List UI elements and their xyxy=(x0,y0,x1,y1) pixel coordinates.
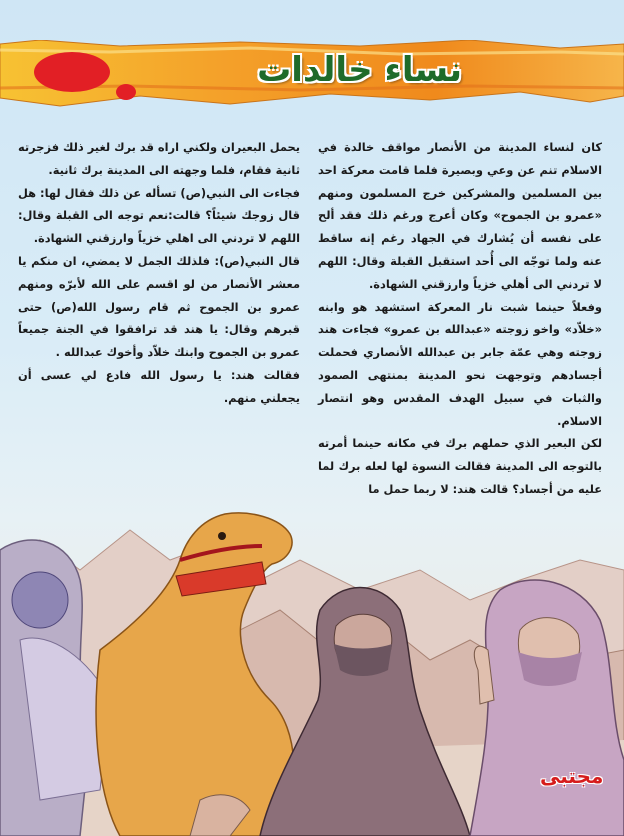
paragraph: وفعلاً حينما شبت نار المعركة استشهد هو وابنه «خلاّد» واخو زوجته «عبدالله بن عمرو» فجاءت هند زوجته وهي عمّة جابر بن عبدالله الأنصاري فحملت أجسادهم وتوجهت نحو المدينة بمنتهى الصمود والثبات في سبيل الهدف المقدس وهو انتصار الاسلام. xyxy=(318,299,602,428)
paragraph: كان لنساء المدينة من الأنصار مواقف خالدة في الاسلام تنم عن وعي وبصيرة فلما قامت معركة احد بين المسلمين والمشركين خرج المسلمون ومنهم «عمرو بن الجموح» وكان أعرج ورغم ذلك فقد ألح على نفسه أن يُشارك في الجهاد رغم إنه ساقط عنه ولما توجّه الى أُحد استقبل القبلة وقال: اللهم لا تردني الى أهلي خزياً وارزقني الشهادة. xyxy=(318,140,602,291)
title-banner xyxy=(0,40,624,114)
paragraph: فقالت هند: يا رسول الله فادع لي عسى أن يجعلني منهم. xyxy=(18,367,300,405)
page-title: نساء خالدات xyxy=(257,50,462,90)
right-text-column xyxy=(318,136,602,501)
left-figure-head xyxy=(12,572,68,628)
left-text-column xyxy=(18,136,300,410)
paragraph: لكن البعير الذي حملهم برك في مكانه حينما أمرته بالتوجه الى المدينة فقالت النسوة لها لعله برك لما عليه من أجساد؟ قالت هند: لا ربما حمل ما xyxy=(318,436,602,496)
middle-woman-veil xyxy=(334,644,392,676)
red-blob-large xyxy=(34,52,110,92)
desert-illustration xyxy=(0,500,624,836)
paragraph: فجاءت الى النبي(ص) تسأله عن ذلك فقال لها: هل قال زوجك شيئاً؟ قالت:نعم توجه الى القبلة وقال: اللهم لا تردني الى اهلي خزياً وارزقني الشهادة. xyxy=(18,185,300,246)
paragraph: قال النبي(ص): فلذلك الجمل لا يمضي، ان منكم يا معشر الأنصار من لو اقسم على الله لأبرّه ومنهم عمرو بن الجموح ثم قام رسول الله(ص) حتى قبرهم وقال: يا هند قد ترافقوا في الجنة جميعاً عمرو بن الجموح وابنك خلاّد وأخوك عبدالله . xyxy=(18,253,300,360)
camel-eye xyxy=(218,532,226,540)
red-blob-small xyxy=(116,84,136,100)
magazine-logo: مجتبى xyxy=(540,764,604,788)
paragraph: يحمل البعيران ولكني اراه قد برك لغير ذلك فزجرته ثانية فقام، فلما وجهته الى المدينة برك ثانية. xyxy=(18,140,300,177)
